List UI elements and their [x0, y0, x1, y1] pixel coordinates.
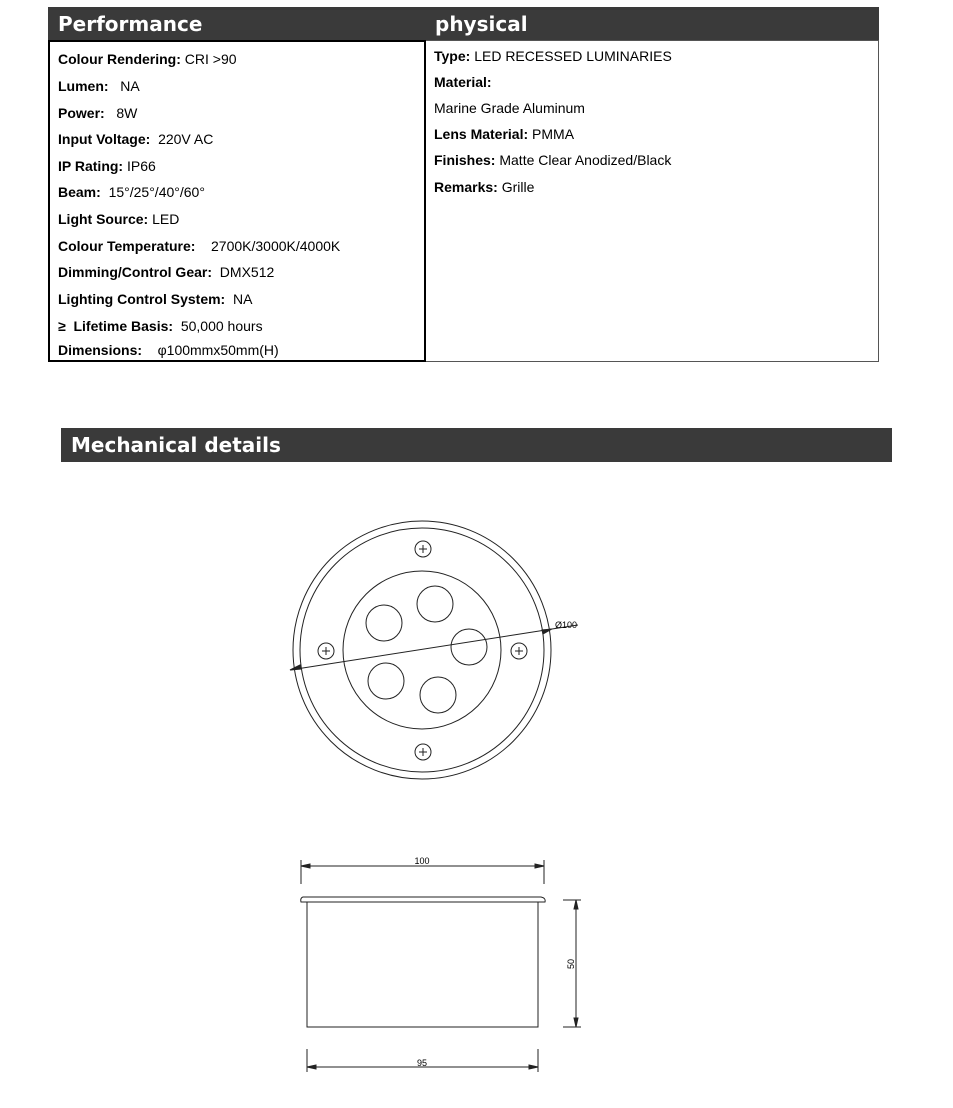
mechanical-header: Mechanical details [61, 428, 892, 462]
spec-row-finishes: Finishes: Matte Clear Anodized/Black [434, 152, 672, 168]
spec-row-remarks: Remarks: Grille [434, 179, 535, 195]
inner-ring [343, 571, 501, 729]
spec-row-colour-rendering: Colour Rendering: CRI >90 [58, 51, 237, 67]
spec-row-power: Power: 8W [58, 105, 138, 121]
top-view-drawing [290, 521, 578, 779]
spec-row-lens-material: Lens Material: PMMA [434, 126, 575, 142]
spec-row-material: Material: [434, 74, 492, 90]
width-dim-label: 100 [414, 856, 430, 866]
spec-row-lighting-control: Lighting Control System: NA [58, 291, 253, 307]
spec-row-lifetime: ≥ Lifetime Basis: 50,000 hours [58, 318, 263, 334]
screw-hole [318, 541, 527, 760]
led-lens [366, 586, 487, 713]
diameter-dim-line [290, 629, 552, 670]
spec-row-input-voltage: Input Voltage: 220V AC [58, 131, 214, 147]
spec-row-beam: Beam: 15°/25°/40°/60° [58, 184, 205, 200]
outer-ring-inner [300, 528, 544, 772]
spec-row-material-value: Marine Grade Aluminum [434, 100, 585, 116]
bottom-width-dim-label: 95 [416, 1058, 428, 1068]
spec-row-dimensions: Dimensions: φ100mmx50mm(H) [58, 342, 279, 358]
side-view-drawing [301, 860, 581, 1072]
spec-row-dimming: Dimming/Control Gear: DMX512 [58, 264, 275, 280]
housing-body [307, 902, 538, 1027]
flange [301, 897, 545, 902]
performance-header: Performance [48, 7, 426, 41]
height-dim-label: 50 [566, 958, 576, 970]
spec-row-ip-rating: IP Rating: IP66 [58, 158, 156, 174]
spec-row-lumen: Lumen: NA [58, 78, 140, 94]
diameter-dim-label: Ø100 [555, 620, 578, 630]
physical-header: physical [426, 7, 879, 41]
spec-row-type: Type: LED RECESSED LUMINARIES [434, 48, 672, 64]
spec-row-light-source: Light Source: LED [58, 211, 180, 227]
outer-ring [293, 521, 551, 779]
spec-row-colour-temperature: Colour Temperature: 2700K/3000K/4000K [58, 238, 341, 254]
